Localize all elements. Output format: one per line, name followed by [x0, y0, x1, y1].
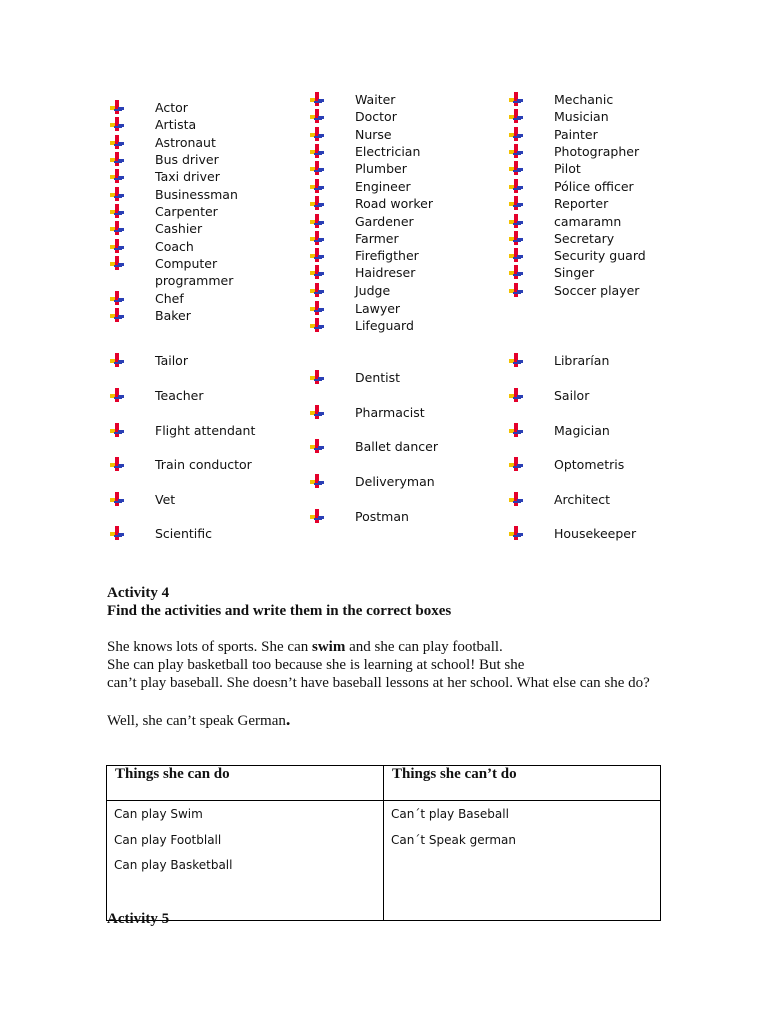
paragraph-line-3: can’t play baseball. She doesn’t have baseball lessons at her school. What else can she do?: [107, 675, 650, 691]
cross-bullet-icon: [509, 353, 523, 367]
cross-bullet-icon: [310, 248, 324, 262]
occupation-security-guard: Security guard: [554, 248, 646, 263]
occupation-optometris: Optometris: [554, 457, 625, 472]
bullet-icon: [310, 179, 324, 193]
cross-bullet-icon: [310, 127, 324, 141]
bullet-icon: [110, 187, 124, 201]
bullet-icon: [110, 152, 124, 166]
cross-bullet-icon: [310, 161, 324, 175]
occupation-postman: Postman: [355, 509, 409, 524]
occupation-teacher: Teacher: [155, 388, 204, 403]
occupation-artista: Artista: [155, 117, 197, 132]
paragraph-line-1b: and she can play football.: [345, 639, 503, 655]
occupation-painter: Painter: [554, 127, 598, 142]
bullet-icon: [310, 127, 324, 141]
bullet-icon: [310, 109, 324, 123]
cross-bullet-icon: [110, 308, 124, 322]
paragraph-line-2: She can play basketball too because she is learning at school! But she: [107, 657, 525, 673]
occupation-coach: Coach: [155, 239, 194, 254]
cross-bullet-icon: [509, 196, 523, 210]
occupation-lifeguard: Lifeguard: [355, 318, 414, 333]
cross-bullet-icon: [110, 256, 124, 270]
bullet-icon: [509, 231, 523, 245]
occupation-deliveryman: Deliveryman: [355, 474, 435, 489]
bullet-icon: [310, 144, 324, 158]
occupation-actor: Actor: [155, 100, 188, 115]
bullet-icon: [509, 457, 523, 471]
bullet-icon: [110, 256, 124, 270]
bullet-icon: [310, 196, 324, 210]
cross-bullet-icon: [110, 457, 124, 471]
cross-bullet-icon: [509, 161, 523, 175]
bullet-icon: [110, 492, 124, 506]
occupation-firefigther: Firefigther: [355, 248, 419, 263]
bullet-icon: [310, 370, 324, 384]
paragraph-line-4-period: .: [285, 709, 291, 729]
bullet-icon: [110, 423, 124, 437]
bullet-icon: [110, 169, 124, 183]
bullet-icon: [110, 239, 124, 253]
bullet-icon: [310, 92, 324, 106]
bullet-icon: [509, 388, 523, 402]
cross-bullet-icon: [310, 144, 324, 158]
cross-bullet-icon: [110, 100, 124, 114]
cross-bullet-icon: [509, 457, 523, 471]
occupation-camaramn: camaramn: [554, 214, 622, 229]
bullet-icon: [509, 127, 523, 141]
cant-cell: [384, 801, 661, 921]
bullet-icon: [509, 144, 523, 158]
bullet-icon: [509, 353, 523, 367]
cross-bullet-icon: [110, 388, 124, 402]
cross-bullet-icon: [509, 214, 523, 228]
bullet-icon: [310, 405, 324, 419]
cross-bullet-icon: [509, 231, 523, 245]
occupation-cashier: Cashier: [155, 221, 203, 236]
bullet-icon: [110, 221, 124, 235]
bullet-icon: [310, 318, 324, 332]
occupation-computer-programmer: Computer programmer: [155, 256, 234, 288]
cross-bullet-icon: [110, 291, 124, 305]
occupation-sailor: Sailor: [554, 388, 590, 403]
cant-item: Can´t play Baseball: [391, 807, 509, 821]
cross-bullet-icon: [310, 109, 324, 123]
occupation-scientific: Scientific: [155, 526, 213, 541]
cross-bullet-icon: [310, 370, 324, 384]
occupation-pilot: Pilot: [554, 161, 581, 176]
bullet-icon: [310, 439, 324, 453]
bullet-icon: [110, 291, 124, 305]
bullet-icon: [110, 204, 124, 218]
occupation-nurse: Nurse: [355, 127, 392, 142]
cross-bullet-icon: [110, 169, 124, 183]
activities-table: [106, 765, 661, 921]
cross-bullet-icon: [509, 388, 523, 402]
occupation-baker: Baker: [155, 308, 191, 323]
occupation-astronaut: Astronaut: [155, 135, 216, 150]
occupation-pharmacist: Pharmacist: [355, 405, 425, 420]
cross-bullet-icon: [110, 117, 124, 131]
cross-bullet-icon: [310, 439, 324, 453]
occupation-train-conductor: Train conductor: [155, 457, 252, 472]
bullet-icon: [110, 117, 124, 131]
cross-bullet-icon: [310, 214, 324, 228]
bullet-icon: [110, 457, 124, 471]
occupation-judge: Judge: [355, 283, 391, 298]
cross-bullet-icon: [509, 109, 523, 123]
cross-bullet-icon: [310, 92, 324, 106]
bullet-icon: [310, 474, 324, 488]
can-item: Can play Basketball: [114, 858, 233, 872]
can-cell: [107, 801, 384, 921]
cross-bullet-icon: [509, 423, 523, 437]
cross-bullet-icon: [509, 127, 523, 141]
bullet-icon: [310, 509, 324, 523]
bullet-icon: [310, 231, 324, 245]
activity-4-title: Activity 4: [107, 585, 170, 601]
cross-bullet-icon: [310, 509, 324, 523]
occupation-photographer: Photographer: [554, 144, 640, 159]
occupation-carpenter: Carpenter: [155, 204, 218, 219]
occupation-p-lice-officer: Pólice officer: [554, 179, 634, 194]
cross-bullet-icon: [110, 221, 124, 235]
cross-bullet-icon: [310, 318, 324, 332]
occupation-tailor: Tailor: [155, 353, 188, 368]
bullet-icon: [110, 308, 124, 322]
bullet-icon: [509, 283, 523, 297]
bullet-icon: [509, 109, 523, 123]
bullet-icon: [110, 388, 124, 402]
bullet-icon: [509, 179, 523, 193]
paragraph-line-1a: She knows lots of sports. She can: [107, 639, 312, 655]
occupation-plumber: Plumber: [355, 161, 407, 176]
header-can: Things she can do: [107, 766, 384, 801]
occupation-doctor: Doctor: [355, 109, 397, 124]
bullet-icon: [509, 526, 523, 540]
bullet-icon: [509, 265, 523, 279]
cross-bullet-icon: [110, 526, 124, 540]
cross-bullet-icon: [110, 204, 124, 218]
cross-bullet-icon: [509, 248, 523, 262]
cross-bullet-icon: [110, 353, 124, 367]
bullet-icon: [110, 100, 124, 114]
occupation-musician: Musician: [554, 109, 609, 124]
paragraph-line-1: [107, 638, 503, 656]
bullet-icon: [310, 301, 324, 315]
cross-bullet-icon: [110, 239, 124, 253]
cross-bullet-icon: [310, 179, 324, 193]
bullet-icon: [310, 265, 324, 279]
bullet-icon: [110, 526, 124, 540]
bullet-icon: [509, 492, 523, 506]
occupation-lawyer: Lawyer: [355, 301, 401, 316]
occupation-flight-attendant: Flight attendant: [155, 423, 256, 438]
bullet-icon: [310, 248, 324, 262]
cross-bullet-icon: [310, 283, 324, 297]
occupation-secretary: Secretary: [554, 231, 615, 246]
cross-bullet-icon: [310, 301, 324, 315]
occupation-vet: Vet: [155, 492, 176, 507]
occupation-bus-driver: Bus driver: [155, 152, 219, 167]
occupation-gardener: Gardener: [355, 214, 414, 229]
occupation-reporter: Reporter: [554, 196, 609, 211]
occupation-taxi-driver: Taxi driver: [155, 169, 220, 184]
cross-bullet-icon: [110, 187, 124, 201]
can-item: Can play Swim: [114, 807, 203, 821]
bullet-icon: [310, 161, 324, 175]
occupation-dentist: Dentist: [355, 370, 401, 385]
cross-bullet-icon: [310, 474, 324, 488]
occupation-electrician: Electrician: [355, 144, 421, 159]
occupation-road-worker: Road worker: [355, 196, 433, 211]
bullet-icon: [509, 423, 523, 437]
occupation-housekeeper: Housekeeper: [554, 526, 637, 541]
occupation-waiter: Waiter: [355, 92, 396, 107]
occupation-chef: Chef: [155, 291, 184, 306]
occupation-ballet-dancer: Ballet dancer: [355, 439, 438, 454]
bullet-icon: [509, 161, 523, 175]
cross-bullet-icon: [310, 265, 324, 279]
activity-4-instructions: Find the activities and write them in the correct boxes: [107, 603, 452, 619]
cross-bullet-icon: [509, 265, 523, 279]
paragraph-line-4: [107, 710, 290, 730]
bullet-icon: [509, 92, 523, 106]
cant-item: Can´t Speak german: [391, 832, 516, 847]
bullet-icon: [509, 196, 523, 210]
cross-bullet-icon: [310, 196, 324, 210]
cross-bullet-icon: [110, 423, 124, 437]
occupation-librar-an: Librarían: [554, 353, 610, 368]
bullet-icon: [310, 283, 324, 297]
paragraph-line-4-text: Well, she can’t speak German: [107, 713, 286, 729]
occupation-soccer-player: Soccer player: [554, 283, 640, 298]
cross-bullet-icon: [509, 492, 523, 506]
cross-bullet-icon: [110, 152, 124, 166]
cross-bullet-icon: [110, 492, 124, 506]
bullet-icon: [509, 248, 523, 262]
occupation-engineer: Engineer: [355, 179, 411, 194]
occupation-architect: Architect: [554, 492, 611, 507]
occupation-haidreser: Haidreser: [355, 265, 416, 280]
bullet-icon: [110, 135, 124, 149]
occupation-businessman: Businessman: [155, 187, 238, 202]
cross-bullet-icon: [509, 144, 523, 158]
activity-5-title: Activity 5: [107, 911, 170, 927]
bullet-icon: [310, 214, 324, 228]
can-item: Can play Footblall: [114, 832, 222, 847]
bullet-icon: [509, 214, 523, 228]
header-cant: Things she can’t do: [384, 766, 661, 801]
cross-bullet-icon: [310, 405, 324, 419]
occupation-farmer: Farmer: [355, 231, 399, 246]
bullet-icon: [110, 353, 124, 367]
cross-bullet-icon: [509, 179, 523, 193]
cross-bullet-icon: [110, 135, 124, 149]
cross-bullet-icon: [310, 231, 324, 245]
swim-emphasis: swim: [312, 639, 346, 655]
occupation-mechanic: Mechanic: [554, 92, 614, 107]
cross-bullet-icon: [509, 283, 523, 297]
occupation-magician: Magician: [554, 423, 610, 438]
cross-bullet-icon: [509, 526, 523, 540]
cross-bullet-icon: [509, 92, 523, 106]
occupation-singer: Singer: [554, 265, 595, 280]
